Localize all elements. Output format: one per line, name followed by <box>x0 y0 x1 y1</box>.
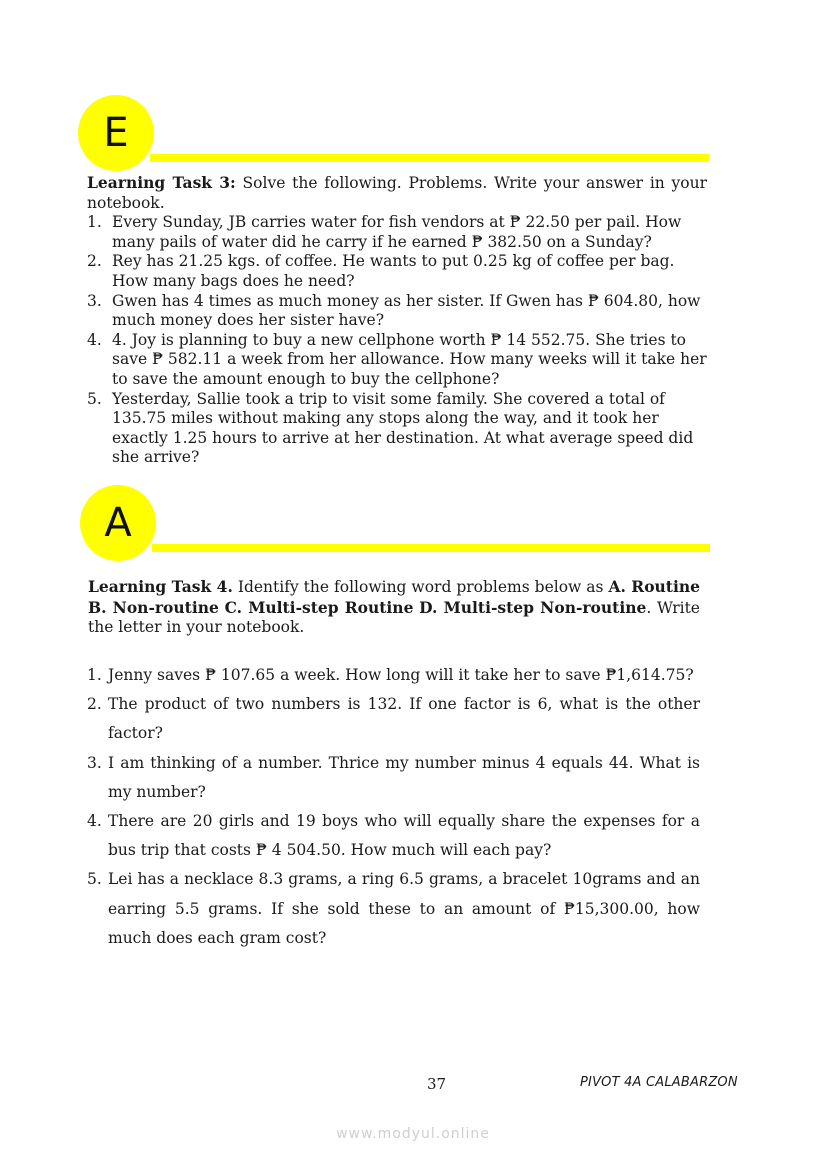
task-3-list <box>87 213 707 468</box>
footer-brand: PIVOT 4A CALABARZON <box>580 1075 738 1090</box>
section-e-letter: E <box>103 110 129 156</box>
page-number: 37 <box>427 1075 447 1093</box>
watermark: www.modyul.online <box>336 1126 490 1142</box>
task-3-instruction: Solve the following. Problems. Write your answer in your notebook. <box>87 174 708 212</box>
list-item: 2. The product of two numbers is 132. If one factor is 6, what is the other factor? <box>87 695 700 743</box>
task-3-title: Learning Task 3: <box>87 173 236 192</box>
task-4-title: Learning Task 4. <box>88 577 233 596</box>
option-b: B. Non-routine <box>88 597 219 617</box>
list-item: 5. Yesterday, Sallie took a trip to visit some family. She covered a total of 135.75 miles without making any stops along the way, and it took her exactly 1.25 hours to arrive at her destination. At what average speed did she arrive? <box>87 389 694 467</box>
option-a: A. Routine <box>608 577 700 596</box>
list-item: 1. Every Sunday, JB carries water for fish vendors at ₱ 22.50 per pail. How many pails of water did he carry if he earned ₱ 382.50 on a Sunday? <box>87 213 682 251</box>
list-item: 5. Lei has a necklace 8.3 grams, a ring 6.5 grams, a bracelet 10grams and an earring 5.5 grams. If she sold these to an amount of ₱15,300.00, how much does each gram cost? <box>87 870 700 947</box>
option-c: C. Multi-step Routine <box>224 597 414 617</box>
list-item: 4. There are 20 girls and 19 boys who will equally share the expenses for a bus trip that costs ₱ 4 504.50. How much will each pay? <box>87 812 700 860</box>
option-d: D. Multi-step Non-routine <box>419 597 647 617</box>
section-e-badge <box>78 95 154 171</box>
section-a-divider <box>152 544 710 552</box>
list-item: 1. Jenny saves ₱ 107.65 a week. How long will it take her to save ₱1,614.75? <box>87 666 694 684</box>
section-a-badge <box>80 485 156 561</box>
learning-task-3 <box>87 173 707 468</box>
list-item: 2. Rey has 21.25 kgs. of coffee. He wants to put 0.25 kg of coffee per bag. How many bags does he need? <box>87 252 675 290</box>
task-4-heading: Learning Task 4. Identify the following word problems below as A. Routine B. Non-routine C. Multi-step Routine D. Multi-step Non-routine. Write the letter in your notebook. <box>88 577 700 637</box>
list-item: 4. 4. Joy is planning to buy a new cellphone worth ₱ 14 552.75. She tries to save ₱ 582.11 a week from her allowance. How many weeks will it take her to save the amount enough to buy the cellphone? <box>87 330 707 388</box>
task-4-list <box>87 661 700 953</box>
list-item: 3. I am thinking of a number. Thrice my number minus 4 equals 44. What is my number? <box>87 753 700 801</box>
section-e-divider <box>150 154 709 162</box>
task-4-list-wrap <box>87 661 700 953</box>
list-item: 3. Gwen has 4 times as much money as her sister. If Gwen has ₱ 604.80, how much money does her sister have? <box>87 291 701 330</box>
learning-task-4 <box>88 577 700 638</box>
task-3-heading <box>87 173 707 213</box>
section-a-letter: A <box>104 500 132 546</box>
